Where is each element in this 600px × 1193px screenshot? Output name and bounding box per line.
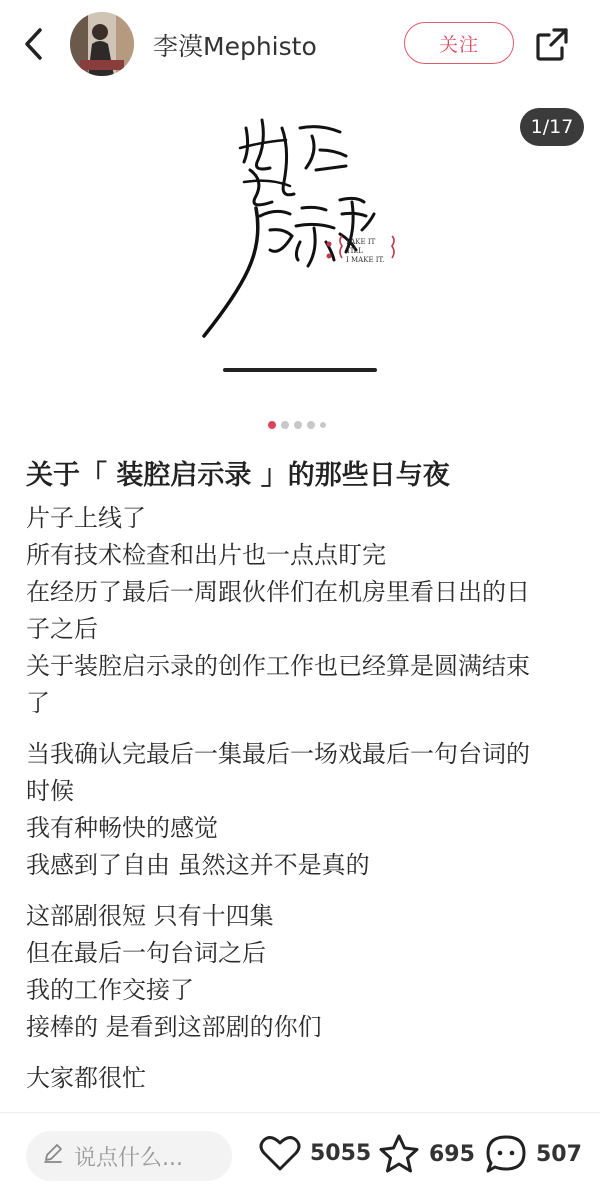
text-line: 接棒的 是看到这部剧的你们 [26, 1013, 322, 1041]
heart-icon [258, 1133, 302, 1173]
comment-count: 507 [536, 1141, 582, 1167]
paragraph [26, 500, 586, 722]
comment-placeholder: 说点什么... [74, 1145, 183, 1171]
text-line: 关于装腔启示录的创作工作也已经算是圆满结束 [26, 652, 530, 680]
show-logo [0, 90, 600, 380]
text-line: 时候 [26, 777, 74, 805]
favorite-button[interactable] [377, 1133, 475, 1175]
text-line: 我有种畅快的感觉 [26, 814, 218, 842]
text-line: 片子上线了 [26, 504, 146, 532]
author-name[interactable]: 李漠Mephisto [153, 32, 317, 61]
carousel-dots [268, 420, 326, 430]
star-icon [377, 1133, 421, 1175]
logo-tagline-1: FAKE IT [346, 238, 376, 246]
bottom-action-bar [0, 1112, 600, 1193]
paragraph [26, 1060, 586, 1097]
text-line: 我的工作交接了 [26, 976, 194, 1004]
paragraph [26, 736, 586, 884]
text-line: 子之后 [26, 615, 98, 643]
page-indicator: 1/17 [520, 108, 584, 146]
paragraph [26, 898, 586, 1046]
comment-input[interactable] [26, 1131, 232, 1181]
text-line: 了 [26, 689, 50, 717]
favorite-count: 695 [429, 1141, 475, 1167]
avatar[interactable] [70, 12, 134, 76]
follow-button[interactable]: 关注 [404, 22, 514, 64]
text-line: 我感到了自由 虽然这并不是真的 [26, 851, 370, 879]
like-button[interactable] [258, 1133, 371, 1173]
text-line: 大家都很忙 [26, 1064, 146, 1092]
post-body [26, 500, 586, 1111]
logo-underline [223, 368, 377, 372]
logo-tagline-2: TILL [346, 247, 363, 255]
chat-bubble-icon [484, 1133, 528, 1175]
comment-button[interactable] [484, 1133, 582, 1175]
carousel-dot[interactable] [307, 421, 315, 429]
text-line: 但在最后一句台词之后 [26, 939, 266, 967]
like-count: 5055 [310, 1140, 372, 1166]
back-arrow-icon[interactable] [20, 24, 50, 64]
logo-tagline-3: I MAKE IT. [346, 256, 385, 264]
carousel-dot[interactable] [281, 421, 289, 429]
text-line: 所有技术检查和出片也一点点盯完 [26, 541, 386, 569]
post-title: 关于「 装腔启示录 」的那些日与夜 [26, 460, 450, 491]
text-line: 在经历了最后一周跟伙伴们在机房里看日出的日 [26, 578, 530, 606]
carousel-dot-active[interactable] [268, 421, 276, 429]
text-line: 这部剧很短 只有十四集 [26, 902, 274, 930]
carousel-dot[interactable] [294, 421, 302, 429]
top-bar [0, 0, 600, 88]
pencil-icon [42, 1142, 64, 1170]
share-icon[interactable] [532, 24, 572, 64]
post-image[interactable] [0, 90, 600, 380]
text-line: 当我确认完最后一集最后一场戏最后一句台词的 [26, 740, 530, 768]
carousel-dot[interactable] [320, 422, 326, 428]
